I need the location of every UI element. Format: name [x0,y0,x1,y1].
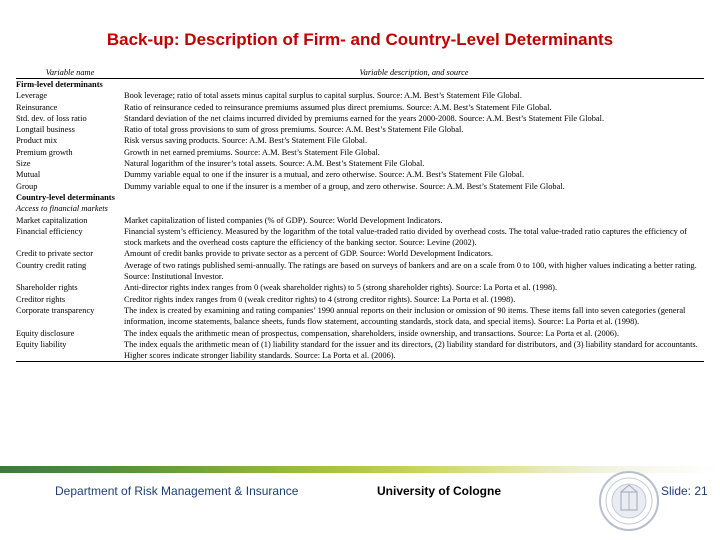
variable-description: Amount of credit banks provide to private sector as a percent of GDP. Source: World Development Indicators. [124,249,493,259]
table-row [16,90,704,101]
variable-name: Reinsurance [16,102,58,112]
bottom-rule [16,361,704,362]
table-row [16,248,704,259]
footer-university: University of Cologne [377,484,502,498]
variable-description: Growth in net earned premiums. Source: A.M. Best’s Statement File Global. [124,147,380,157]
variable-description: Risk versus saving products. Source: A.M. Best’s Statement File Global. [124,136,368,146]
table-row [16,102,704,113]
footer-department: Department of Risk Management & Insurance [55,484,299,498]
variable-name: Access to financial markets [16,204,108,214]
table-row [16,147,704,158]
table-row [16,226,704,249]
variable-description: Financial system’s efficiency. Measured by the logarithm of the total value-traded ratio divided by overhead costs. The total value-traded ratio captures the efficiency of stock markets and the overhead costs capture the efficiency of the banking sector. Source: Levine (2002). [124,226,687,248]
variable-name: Group [16,181,38,191]
variable-description: The index is created by examining and rating companies’ 1990 annual reports on their inclusion or omission of 90 items. These items fall into seven categories (general information, income statements, balance sheets, funds flow statement, accounting standards, stock data, and special items). Source: La Porta et al. (1998). [124,305,686,327]
variable-description: Natural logarithm of the insurer’s total assets. Source: A.M. Best’s Statement File Global. [124,159,425,169]
variable-name: Credit to private sector [16,249,93,259]
variable-name: Market capitalization [16,215,88,225]
variable-description: Average of two ratings published semi-annually. The ratings are based on surveys of bankers and are on a scale from 0 to 100, with higher values indicating a better rating. Source: Institutional Investor. [124,260,697,282]
university-seal-icon [598,470,660,532]
variable-name: Firm-level determinants [16,80,103,89]
variable-description: The index equals the arithmetic mean of (1) liability standard for the issuer and its directors, (2) liability standard for distributors, and (3) liability standard for accountants. Higher scores indicate stronger liability standards. Source: La Porta et al. (2006). [124,339,698,361]
variable-description: Market capitalization of listed companies (% of GDP). Source: World Development Indicators. [124,215,443,225]
variable-description: Dummy variable equal to one if the insurer is a mutual, and zero otherwise. Source: A.M. Best’s Statement File Global. [124,170,525,180]
variable-description: Creditor rights index ranges from 0 (weak creditor rights) to 4 (strong creditor rights). Source: La Porta et al. (1998). [124,294,516,304]
determinants-table [16,67,704,362]
variable-name: Country credit rating [16,260,87,270]
table-row [16,328,704,339]
table-row [16,282,704,293]
table-row [16,181,704,192]
variable-name: Premium growth [16,147,73,157]
table-row [16,113,704,124]
table-body [16,79,704,361]
variable-description: Anti-director rights index ranges from 0 (weak shareholder rights) to 5 (strong shareholder rights). Source: La Porta et al. (1998). [124,283,558,293]
variable-description: Ratio of total gross provisions to sum of gross premiums. Source: A.M. Best’s Statement File Global. [124,125,464,135]
table-row [16,135,704,146]
table-row [16,169,704,180]
table-row [16,215,704,226]
variable-name: Equity liability [16,339,67,349]
section-row [16,192,704,203]
variable-name: Leverage [16,91,48,101]
variable-description: Ratio of reinsurance ceded to reinsurance premiums assumed plus direct premiums. Source: A.M. Best’s Statement File Global. [124,102,552,112]
table-row [16,294,704,305]
variable-name: Financial efficiency [16,226,83,236]
variable-name: Product mix [16,136,58,146]
table-row [16,305,704,328]
variable-name: Mutual [16,170,41,180]
variable-name: Size [16,159,31,169]
header-variable-name: Variable name [45,68,95,77]
variable-name: Equity disclosure [16,328,75,338]
variable-description: Standard deviation of the net claims incurred divided by premiums earned for the years 2000-2008. Source: A.M. Best’s Statement File Global. [124,113,605,123]
variable-name: Corporate transparency [16,305,95,315]
table-header [16,67,704,78]
slide-title: Back-up: Description of Firm- and Country-Level Determinants [106,30,614,49]
table-row [16,260,704,283]
table-row [16,339,704,362]
table-row [16,158,704,169]
table-row [16,124,704,135]
variable-description: The index equals the arithmetic mean of prospectus, compensation, shareholders, inside ownership, and transactions. Source: La Porta et al. (2006). [124,328,619,338]
section-row [16,79,704,90]
subsection-row [16,203,704,214]
variable-name: Shareholder rights [16,283,78,293]
variable-name: Longtail business [16,125,75,135]
variable-name: Creditor rights [16,294,66,304]
variable-description: Book leverage; ratio of total assets minus capital surplus to capital surplus. Source: A.M. Best’s Statement File Global. [124,91,522,101]
header-variable-description: Variable description, and source [359,68,469,77]
variable-name: Std. dev. of loss ratio [16,113,87,123]
variable-description: Dummy variable equal to one if the insurer is a member of a group, and zero otherwise. Source: A.M. Best’s Statement File Global. [124,181,565,191]
footer-slide-number: Slide: 21 [661,484,708,498]
variable-name: Country-level determinants [16,192,115,202]
